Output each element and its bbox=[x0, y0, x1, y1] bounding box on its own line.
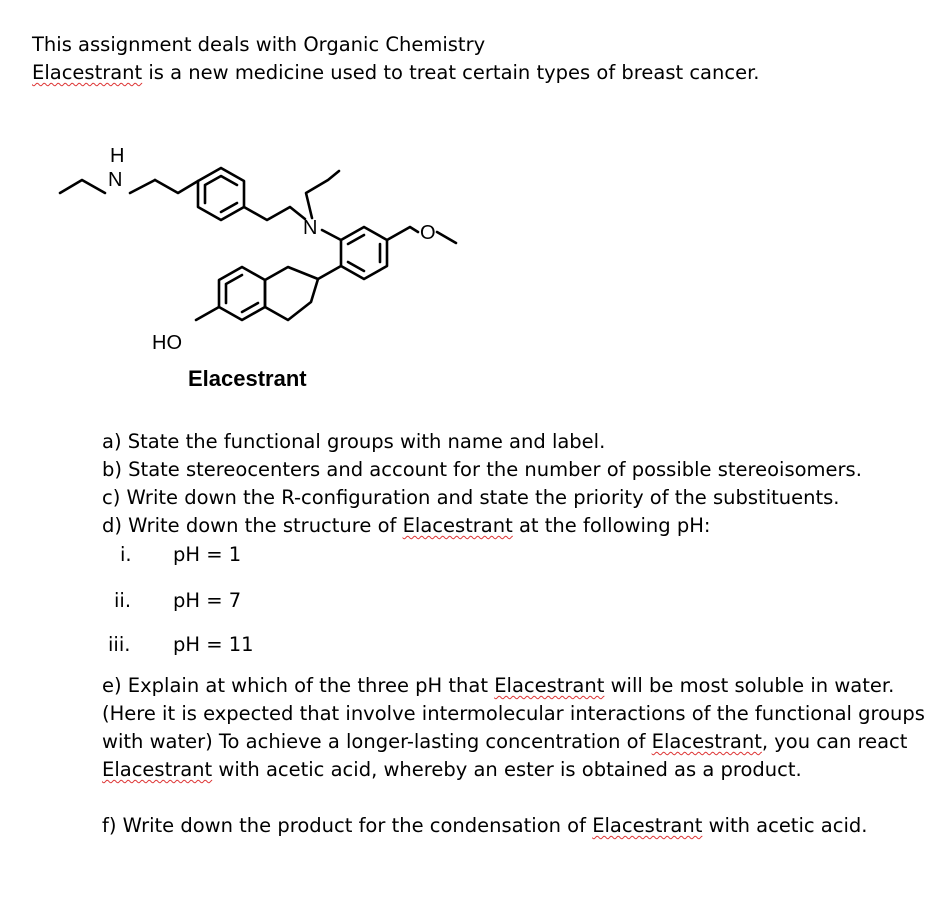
spellcheck-word: Elacestrant bbox=[102, 758, 213, 781]
ph-item-number: i. bbox=[120, 543, 132, 566]
question-e-line-2: (Here it is expected that involve intermolecular interactions of the functional groups bbox=[102, 702, 925, 725]
question-e-line-4 bbox=[102, 758, 802, 782]
amine-h-label: H bbox=[110, 145, 125, 167]
alkyl-chain bbox=[155, 180, 198, 193]
double-bond bbox=[226, 275, 242, 284]
elacestrant-structure bbox=[0, 120, 560, 370]
question-f bbox=[102, 814, 867, 838]
benzyl-link bbox=[244, 207, 305, 220]
bond bbox=[322, 230, 341, 240]
question-b: b) State stereocenters and account for the number of possible stereoisomers. bbox=[102, 458, 862, 481]
double-bond bbox=[348, 262, 364, 271]
ph-item-label: pH = 7 bbox=[173, 589, 242, 612]
n-ethyl bbox=[306, 171, 339, 218]
ph-item-number: iii. bbox=[108, 633, 131, 656]
question-e-line-3 bbox=[102, 730, 907, 754]
ether-o-label: O bbox=[420, 222, 436, 244]
intro-text: is a new medicine used to treat certain types of breast cancer. bbox=[142, 61, 760, 84]
double-bond bbox=[205, 176, 237, 185]
hydroxyl-bond bbox=[196, 307, 219, 320]
intro-line-2 bbox=[32, 61, 760, 85]
question-text: will be most soluble in water. bbox=[604, 674, 895, 697]
amine-n-label: N bbox=[108, 169, 123, 191]
spellcheck-word: Elacestrant bbox=[32, 61, 143, 84]
spellcheck-word: Elacestrant bbox=[592, 814, 703, 837]
double-bond bbox=[348, 235, 364, 244]
spellcheck-word: Elacestrant bbox=[402, 514, 513, 537]
hydroxyl-label: HO bbox=[152, 332, 182, 354]
question-text: with acetic acid. bbox=[702, 814, 868, 837]
ph-item-label: pH = 1 bbox=[173, 543, 242, 566]
question-a: a) State the functional groups with name and label. bbox=[102, 430, 606, 453]
question-d bbox=[102, 514, 710, 538]
methoxy-methyl bbox=[437, 232, 456, 243]
ph-item-number: ii. bbox=[114, 589, 132, 612]
bond bbox=[130, 180, 155, 193]
spellcheck-word: Elacestrant bbox=[651, 730, 762, 753]
saturated-ring bbox=[265, 267, 318, 320]
tertiary-n-label: N bbox=[303, 217, 318, 239]
question-text: with acetic acid, whereby an ester is obtained as a product. bbox=[212, 758, 802, 781]
question-text: at the following pH: bbox=[512, 514, 711, 537]
question-e-line-1 bbox=[102, 674, 894, 698]
ethyl-chain bbox=[60, 180, 105, 193]
methoxy-bond bbox=[387, 227, 418, 240]
bond bbox=[318, 266, 341, 279]
question-c: c) Write down the R-configuration and state the priority of the substituents. bbox=[102, 486, 840, 509]
double-bond bbox=[221, 203, 237, 212]
intro-text: This assignment deals with Organic Chemistry bbox=[32, 33, 486, 56]
double-bond bbox=[242, 303, 258, 312]
question-text: e) Explain at which of the three pH that bbox=[102, 674, 495, 697]
structure-caption: Elacestrant bbox=[188, 366, 307, 391]
question-text: d) Write down the structure of bbox=[102, 514, 403, 537]
question-text: with water) To achieve a longer-lasting concentration of bbox=[102, 730, 652, 753]
intro-line-1 bbox=[32, 33, 485, 57]
ph-item-label: pH = 11 bbox=[173, 633, 254, 656]
question-text: , you can react bbox=[761, 730, 908, 753]
spellcheck-word: Elacestrant bbox=[494, 674, 605, 697]
question-text: f) Write down the product for the condensation of bbox=[102, 814, 593, 837]
